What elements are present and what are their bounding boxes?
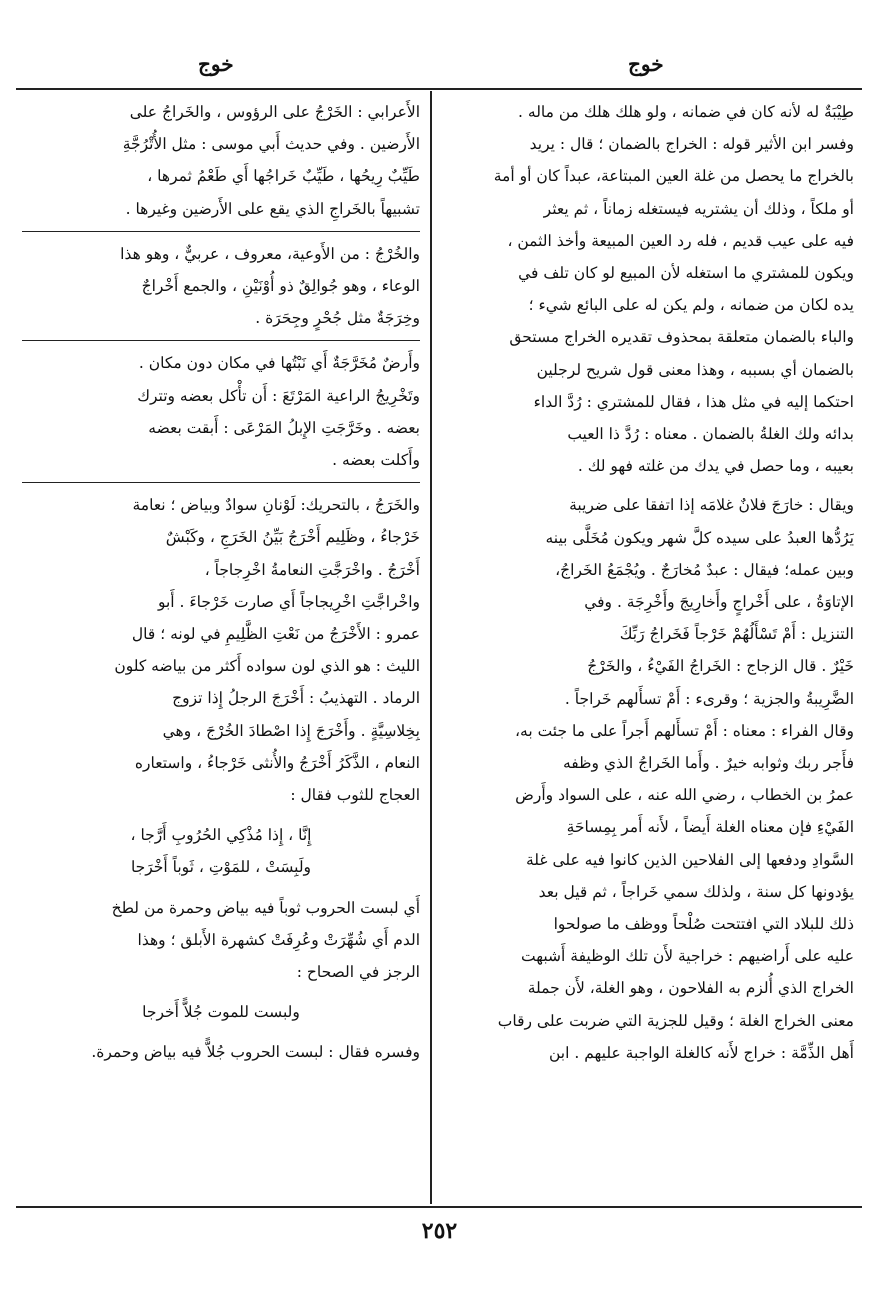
text-line: وفسر ابن الأثير قوله : الخراج بالضمان ؛ قال : يريد xyxy=(529,135,854,154)
text-line: الرجز في الصحاح : xyxy=(296,963,420,982)
text-line: عليه على أَراضيهم : خراجية لأَن تلك الوظيفة أَشبهت xyxy=(521,947,854,966)
header-rule xyxy=(16,88,862,90)
text-line: التنزيل : أَمْ تَسْأَلُهُمْ خَرْجاً فَخَراجُ رَبِّكَ xyxy=(619,625,854,644)
text-line: يده لكان من ضمانه ، ولم يكن له على البائع شيء ؛ xyxy=(528,296,854,315)
text-line: السَّوادِ ودفعها إلى الفلاحين الذين كانوا فيه على غلة xyxy=(525,850,854,869)
left-block-4 xyxy=(22,489,420,811)
column-divider xyxy=(430,91,432,1204)
text-line: الإتاوَةُ ، على أَخْراجٍ وأَخارِيجَ وأَخْرِجَة . وفي xyxy=(584,593,854,612)
text-line: أَخْرَجُ . واخْرَجَّتِ النعامةُ اخْرِجاجاً ، xyxy=(204,560,420,579)
text-line: يؤدونها كل سنة ، ولذلك سمي خَراجاً ، ثم قيل بعد xyxy=(538,882,854,901)
text-line: فيه على عيب قديم ، فله رد العين المبيعة وأخذ الثمن ، xyxy=(507,231,854,250)
text-line: وبين عمله؛ فيقال : عبدٌ مُخارَجٌ . ويُجْمَعُ الخَراجُ، xyxy=(555,560,854,579)
text-line: احتكما إليه في مثل هذا ، فقال للمشتري : رُدَّ الداء xyxy=(533,392,854,411)
verse-line: ولَبِسَتْ ، للمَوْتِ ، ثَوباً أَخْرَجا xyxy=(130,858,312,877)
text-line: طِيْبَةٌ له لأنه كان في ضمانه ، ولو هلك هلك من ماله . xyxy=(518,103,854,121)
verse-2 xyxy=(22,996,420,1028)
text-line: الليث : هو الذي لون سواده أَكثر من بياضه كلون xyxy=(114,657,420,676)
text-line: معنى الخراج الغلة ؛ وقيل للجزية التي ضربت على رقاب xyxy=(497,1011,854,1030)
text-line: واخْراجَّتِ اخْرِيجاجاً أَي صارت خَرْجاءَ . أَبو xyxy=(157,592,420,611)
entry-separator xyxy=(22,482,420,483)
header-word-left: خوج xyxy=(198,52,234,76)
text-line: خَرْجاءُ ، وظَلِيم أَخْرَجُ بَيِّنُ الخَرَجِ ، وكَبْشٌ xyxy=(165,528,420,547)
text-line: العجاج للثوب فقال : xyxy=(290,786,420,805)
text-line: والخَرَجُ ، بالتحريك: لَوْنانِ سوادٌ وبياض ؛ نعامة xyxy=(132,496,420,515)
left-block-6 xyxy=(22,1036,420,1068)
text-line: بعضه . وخَرَّجَتِ الإِبلُ المَرْعَى : أَبقت بعضه xyxy=(148,418,420,437)
text-line: فأَجر ربك وثوابه خيرٌ . وأَما الخَراجُ الذي وظفه xyxy=(562,754,854,773)
text-line: الخراج الذي أُلزم به الفلاحون ، وهو الغلة، لأَن جملة xyxy=(527,979,854,998)
text-line: والخُرْجُ : من الأَوعية، معروف ، عربيٌّ ، وهو هذا xyxy=(120,244,420,263)
verse-1 xyxy=(22,819,420,883)
right-column xyxy=(440,96,854,1200)
text-line: الضَّرِيبةُ والجزية ؛ وقرىء : أَمْ تسأَلهم خَراجاً . xyxy=(564,689,854,708)
text-line: بدائه ولك الغلةُ بالضمان . معناه : رُدَّ ذا العيب xyxy=(567,425,854,444)
text-line: ويقال : خارَجَ فلانٌ غلامَه إذا اتفقا على ضريبة xyxy=(569,496,854,515)
text-line: عمرُ بن الخطاب ، رضي الله عنه ، على السواد وأَرض xyxy=(515,786,854,805)
text-line: وأَكلت بعضه . xyxy=(332,451,420,470)
text-line: أَهل الذِّمَّة : خراج لأَنه كالغلة الواجبة عليهم . ابن xyxy=(549,1043,854,1062)
verse-line: ولبست للموت جُلاًّ أَخرجا xyxy=(142,1003,300,1022)
text-line: تشبيهاً بالخَراجِ الذي يقع على الأَرضين وغيرها . xyxy=(125,199,420,218)
text-line: النعام ، الذَّكَرُ أَخْرَجُ والأُنثى خَرْجاءُ ، واستعاره xyxy=(134,753,420,772)
text-line: الدم أَي شُهِّرَتْ وعُرِفَتْ كشهرة الأَبلق ؛ وهذا xyxy=(137,930,420,949)
text-line: طَيِّبٌ رِيحُها ، طَيِّبٌ خَراجُها أَي طَعْمُ ثمرها ، xyxy=(147,167,420,186)
text-line: بالضمان أي بسببه ، وهذا معنى قول شريح لرجلين xyxy=(536,360,854,379)
text-line: وتَخْرِيجُ الراعية المَرْتَعَ : أَن تأْكل بعضه وتترك xyxy=(137,386,420,405)
text-line: الأَرضين . وفي حديث أَبي موسى : مثل الأُتْرُجَّةِ xyxy=(122,135,420,154)
header-word-right: خوج xyxy=(628,52,664,76)
text-line: وخِرَجَةٌ مثل جُحْرٍ وجِحَرَة . xyxy=(255,309,420,328)
text-line: وقال الفراء : معناه : أَمْ تسأَلهم أَجراً على ما جئت به، xyxy=(515,721,854,740)
left-block-5 xyxy=(22,892,420,989)
text-line: عمرو : الأَخْرَجُ من نَعْتِ الظَّلِيمِ في لونه ؛ قال xyxy=(131,625,420,644)
text-line: الرماد . التهذيبُ : أَخْرَجَ الرجلُ إِذا تزوج xyxy=(172,689,420,708)
left-block-1 xyxy=(22,96,420,225)
entry-separator xyxy=(22,340,420,341)
text-line: ذلك للبلاد التي افتتحت صُلْحاً ووظف ما صولحوا xyxy=(553,915,854,934)
verse-line: إِنَّا ، إِذا مُذْكِي الحُرُوبِ أَرَّجا ، xyxy=(130,826,312,845)
page-number: ٢٥٢ xyxy=(421,1218,458,1244)
footer-rule xyxy=(16,1206,862,1208)
text-line: الفَيْءِ فإن معناه الغلة أَيضاً ، لأَنه أَمر بِمِساحَةِ xyxy=(566,818,854,837)
text-line: بعيبه ، وما حصل في يدك من غلته فهو لك . xyxy=(577,457,854,476)
text-line: أَي لبست الحروب ثوباً فيه بياض وحمرة من لطخ xyxy=(111,898,420,917)
text-line: الأَعرابي : الخَرْجُ على الرؤوس ، والخَراجُ على xyxy=(129,103,420,121)
entry-separator xyxy=(22,231,420,232)
left-block-2 xyxy=(22,238,420,335)
text-line: ويكون للمشتري ما استغله لأن المبيع لو كان تلف في xyxy=(518,264,854,283)
left-column xyxy=(22,96,420,1200)
text-line: وأَرضٌ مُخَرَّجَةٌ أَي نَبْتُها في مكان دون مكان . xyxy=(138,354,420,373)
text-line: بِخِلاسِيَّةٍ . وأَخْرَجَ إِذا اصْطادَ الخُرْجَ ، وهي xyxy=(162,721,420,740)
text-line: أو ملكاً ، وذلك أن يشتريه فيستغله زماناً ، ثم يعثر xyxy=(543,199,854,218)
text-line: والباء بالضمان متعلقة بمحذوف تقديره الخراج مستحق xyxy=(509,328,854,347)
left-block-3 xyxy=(22,347,420,476)
text-line: بالخراج ما يحصل من غلة العين المبتاعة، عبداً كان أو أمة xyxy=(493,167,854,186)
text-line: يَرُدُّها العبدُ على سيده كلَّ شهر ويكون مُخَلَّى بينه xyxy=(545,528,854,547)
text-line: وفسره فقال : لبست الحروب جُلاًّ فيه بياض وحمرة. xyxy=(91,1043,420,1062)
text-line: الوعاء ، وهو جُوالِقٌ ذو أُوْنَيْنِ ، والجمع أَخْراجٌ xyxy=(141,277,420,296)
text-line: خَيْرٌ . قال الزجاج : الخَراجُ الفَيْءُ ، والخَرْجُ xyxy=(587,657,854,676)
